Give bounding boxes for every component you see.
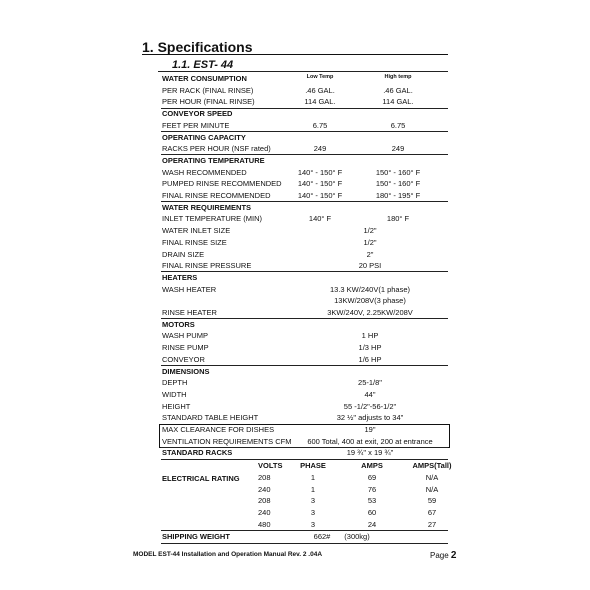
row-label: FINAL RINSE SIZE xyxy=(162,237,227,247)
electrical-cell: 1 xyxy=(310,484,316,494)
row-label: STANDARD TABLE HEIGHT xyxy=(162,413,259,423)
row-divider xyxy=(161,543,448,544)
electrical-cell: N/A xyxy=(425,484,439,494)
row-label: RINSE PUMP xyxy=(162,343,209,353)
column-header-high: High temp xyxy=(384,74,412,80)
value-low: 114 GAL. xyxy=(304,97,336,107)
row-label: WASH PUMP xyxy=(162,331,208,341)
section-title: WATER REQUIREMENTS xyxy=(162,202,252,212)
value-low: .46 GAL. xyxy=(305,85,335,95)
value-high: 150° - 160° F xyxy=(375,179,421,189)
row-divider xyxy=(161,459,448,460)
electrical-cell: 53 xyxy=(367,496,377,506)
row-value: 600 Total, 400 at exit, 200 at entrance xyxy=(307,436,433,446)
row-label: INLET TEMPERATURE (MIN) xyxy=(162,214,263,224)
row-value: 55 -1/2"-56-1/2" xyxy=(343,401,397,411)
row-label: FINAL RINSE PRESSURE xyxy=(162,261,252,271)
row-value: 20 PSI xyxy=(358,261,382,271)
row-value: 1/3 HP xyxy=(358,343,382,353)
row-value: 13.3 KW/240V(1 phase) xyxy=(329,284,411,294)
electrical-header: AMPS xyxy=(361,461,383,471)
row-divider xyxy=(161,530,448,531)
footer-page-number: 2 xyxy=(450,550,457,561)
value-high: 180° - 195° F xyxy=(375,191,421,200)
footer-page-label: Page xyxy=(430,551,449,560)
electrical-cell: 76 xyxy=(367,484,377,494)
electrical-cell: 3 xyxy=(310,507,316,517)
row-label: DEPTH xyxy=(162,378,188,388)
electrical-cell: 3 xyxy=(310,496,316,506)
row-value: 1 HP xyxy=(361,331,379,341)
electrical-cell: 240 xyxy=(258,484,271,494)
electrical-cell: 480 xyxy=(258,519,271,529)
row-value: 1/2" xyxy=(363,237,377,247)
value-low: 249 xyxy=(313,144,327,154)
footer-page xyxy=(430,550,456,561)
row-label: MAX CLEARANCE FOR DISHES xyxy=(162,425,275,434)
section-title: DIMENSIONS xyxy=(162,366,210,376)
row-value: 13KW/208V(3 phase) xyxy=(334,296,406,306)
section-title: MOTORS xyxy=(162,319,195,329)
electrical-cell: N/A xyxy=(425,472,439,482)
row-label: WIDTH xyxy=(162,389,187,399)
title-rule xyxy=(142,54,448,55)
electrical-label: ELECTRICAL RATING xyxy=(162,473,240,483)
value-low: 140° - 150° F xyxy=(297,179,343,189)
electrical-cell: 69 xyxy=(367,472,377,482)
row-value: 32 ½" adjusts to 34" xyxy=(336,413,404,423)
row-label: PUMPED RINSE RECOMMENDED xyxy=(162,179,282,189)
electrical-cell: 60 xyxy=(367,507,377,517)
row-divider xyxy=(161,318,448,319)
section-title: STANDARD RACKS xyxy=(162,448,233,458)
row-value: 3KW/240V, 2.25KW/208V xyxy=(327,308,413,317)
row-value: 1/6 HP xyxy=(358,354,382,364)
electrical-header: PHASE xyxy=(300,461,326,471)
value-high: 114 GAL. xyxy=(382,97,414,107)
row-label: VENTILATION REQUIREMENTS CFM xyxy=(162,436,292,446)
section-value: 19 ¾" x 19 ¾" xyxy=(346,448,394,458)
row-value: 1/2" xyxy=(363,226,377,236)
row-label: HEIGHT xyxy=(162,401,191,411)
subtitle-rule xyxy=(158,71,448,72)
electrical-cell: 59 xyxy=(427,496,437,506)
row-label: WASH RECOMMENDED xyxy=(162,167,247,177)
section-title: CONVEYOR SPEED xyxy=(162,109,233,119)
row-value: 44" xyxy=(364,389,376,399)
value-high: 150° - 160° F xyxy=(375,167,421,177)
value-high: 180° F xyxy=(386,214,410,224)
row-label: RACKS PER HOUR (NSF rated) xyxy=(162,144,271,154)
value-high: 249 xyxy=(391,144,405,154)
electrical-cell: 67 xyxy=(427,507,437,517)
value-low: 140° F xyxy=(308,214,332,224)
row-label: PER RACK (FINAL RINSE) xyxy=(162,85,254,95)
row-label: RINSE HEATER xyxy=(162,308,217,317)
electrical-cell: 208 xyxy=(258,472,271,482)
section-subtitle: 1.1. EST- 44 xyxy=(172,59,234,71)
row-label: DRAIN SIZE xyxy=(162,249,205,259)
value-low: 140° - 150° F xyxy=(297,167,343,177)
row-value: 19" xyxy=(364,425,376,434)
electrical-cell: 208 xyxy=(258,496,271,506)
electrical-cell: 3 xyxy=(310,519,316,529)
row-label: FINAL RINSE RECOMMENDED xyxy=(162,191,271,200)
row-label: WATER INLET SIZE xyxy=(162,226,231,236)
value-low: 6.75 xyxy=(312,120,328,130)
section-title: HEATERS xyxy=(162,272,198,282)
column-header-low: Low Temp xyxy=(306,74,334,80)
electrical-cell: 24 xyxy=(367,519,377,529)
row-value: 25-1/8" xyxy=(358,378,382,388)
row-label: FEET PER MINUTE xyxy=(162,120,230,130)
value-high: 6.75 xyxy=(390,120,406,130)
section-title: WATER CONSUMPTION xyxy=(162,74,247,83)
electrical-cell: 27 xyxy=(427,519,437,529)
value-high: .46 GAL. xyxy=(383,85,413,95)
shipping-label: SHIPPING WEIGHT xyxy=(162,532,230,542)
shipping-value: 662# xyxy=(313,532,331,542)
row-label: WASH HEATER xyxy=(162,284,217,294)
row-value: 2" xyxy=(366,249,374,259)
electrical-cell: 240 xyxy=(258,507,271,517)
shipping-value-kg: (300kg) xyxy=(344,532,370,542)
row-label: PER HOUR (FINAL RINSE) xyxy=(162,97,255,107)
electrical-header: AMPS(Tall) xyxy=(412,461,452,471)
electrical-header: VOLTS xyxy=(258,461,283,471)
section-title: OPERATING TEMPERATURE xyxy=(162,155,265,165)
row-label: CONVEYOR xyxy=(162,354,205,364)
electrical-cell: 1 xyxy=(310,472,316,482)
page-title: 1. Specifications xyxy=(142,39,253,55)
section-title: OPERATING CAPACITY xyxy=(162,132,246,142)
value-low: 140° - 150° F xyxy=(297,191,343,200)
row-divider xyxy=(161,271,448,272)
footer-model: MODEL EST-44 Installation and Operation Manual Rev. 2 .04A xyxy=(133,551,323,558)
